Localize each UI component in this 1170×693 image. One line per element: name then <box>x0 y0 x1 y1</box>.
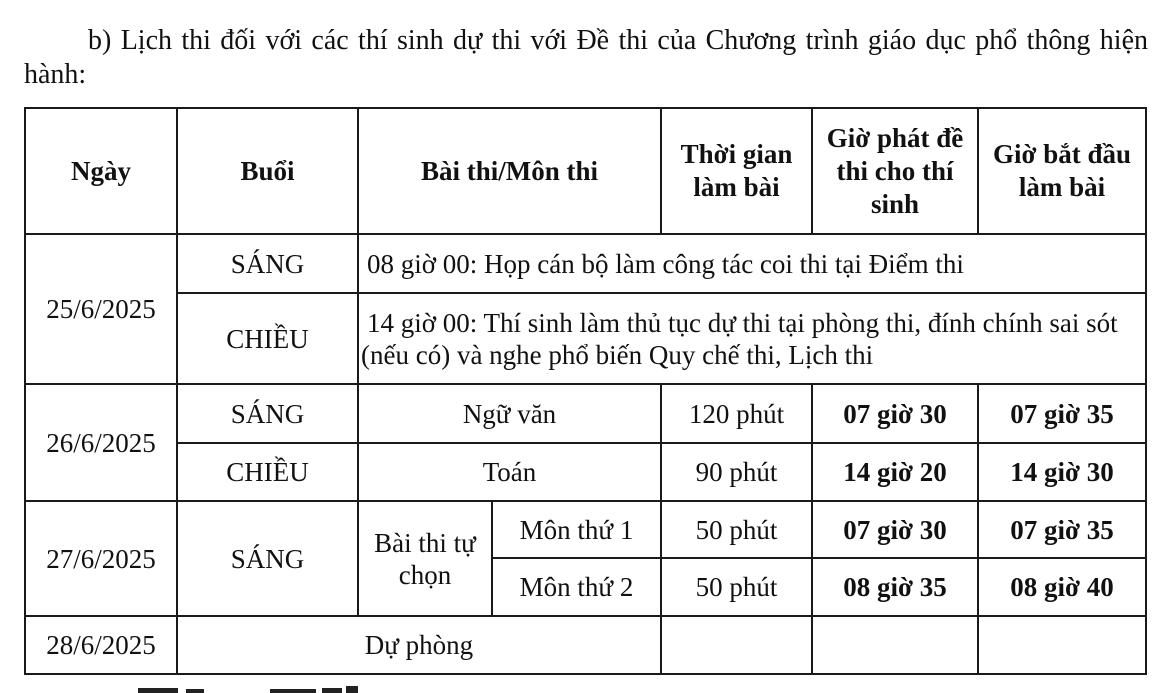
cut-off-text-fragment <box>120 684 420 693</box>
exam-schedule-table <box>24 107 1147 675</box>
table-row <box>25 384 1146 443</box>
table-row <box>25 234 1146 293</box>
duration-cell: 50 phút <box>661 501 812 558</box>
empty-cell <box>661 616 812 674</box>
empty-cell <box>812 616 978 674</box>
date-cell: 26/6/2025 <box>25 384 177 501</box>
intro-paragraph <box>24 24 1148 92</box>
note-cell: 08 giờ 00: Họp cán bộ làm công tác coi thi tại Điểm thi <box>358 234 1146 293</box>
date-cell: 28/6/2025 <box>25 616 177 674</box>
date-cell: 27/6/2025 <box>25 501 177 616</box>
header-ngay: Ngày <box>25 108 177 234</box>
table-row <box>25 501 1146 558</box>
reserve-cell: Dự phòng <box>177 616 661 674</box>
session-cell: CHIỀU <box>177 293 358 384</box>
table-row <box>25 616 1146 674</box>
session-cell: CHIỀU <box>177 443 358 501</box>
start-time-cell: 07 giờ 35 <box>978 384 1146 443</box>
header-buoi: Buổi <box>177 108 358 234</box>
elective-group-cell: Bài thi tự chọn <box>358 501 492 616</box>
subject-cell: Môn thứ 2 <box>492 558 661 616</box>
paper-time-cell: 14 giờ 20 <box>812 443 978 501</box>
intro-text: b) Lịch thi đối với các thí sinh dự thi với Đề thi của Chương trình giáo dục phổ thông hiện hành: <box>24 25 1148 90</box>
paper-time-cell: 07 giờ 30 <box>812 501 978 558</box>
duration-cell: 120 phút <box>661 384 812 443</box>
table-row <box>25 443 1146 501</box>
duration-cell: 90 phút <box>661 443 812 501</box>
session-cell: SÁNG <box>177 234 358 293</box>
duration-cell: 50 phút <box>661 558 812 616</box>
note-cell: 14 giờ 00: Thí sinh làm thủ tục dự thi tại phòng thi, đính chính sai sót (nếu có) và nghe phổ biến Quy chế thi, Lịch thi <box>358 293 1146 384</box>
start-time-cell: 07 giờ 35 <box>978 501 1146 558</box>
header-thoi-gian: Thời gian làm bài <box>661 108 812 234</box>
paper-time-cell: 07 giờ 30 <box>812 384 978 443</box>
start-time-cell: 08 giờ 40 <box>978 558 1146 616</box>
session-cell: SÁNG <box>177 384 358 443</box>
start-time-cell: 14 giờ 30 <box>978 443 1146 501</box>
header-gio-phat-de: Giờ phát đề thi cho thí sinh <box>812 108 978 234</box>
header-gio-bat-dau: Giờ bắt đầu làm bài <box>978 108 1146 234</box>
paper-time-cell: 08 giờ 35 <box>812 558 978 616</box>
header-row <box>25 108 1146 234</box>
table-row <box>25 293 1146 384</box>
empty-cell <box>978 616 1146 674</box>
subject-cell: Toán <box>358 443 661 501</box>
date-cell: 25/6/2025 <box>25 234 177 384</box>
session-cell: SÁNG <box>177 501 358 616</box>
header-mon-thi: Bài thi/Môn thi <box>358 108 661 234</box>
subject-cell: Môn thứ 1 <box>492 501 661 558</box>
subject-cell: Ngữ văn <box>358 384 661 443</box>
